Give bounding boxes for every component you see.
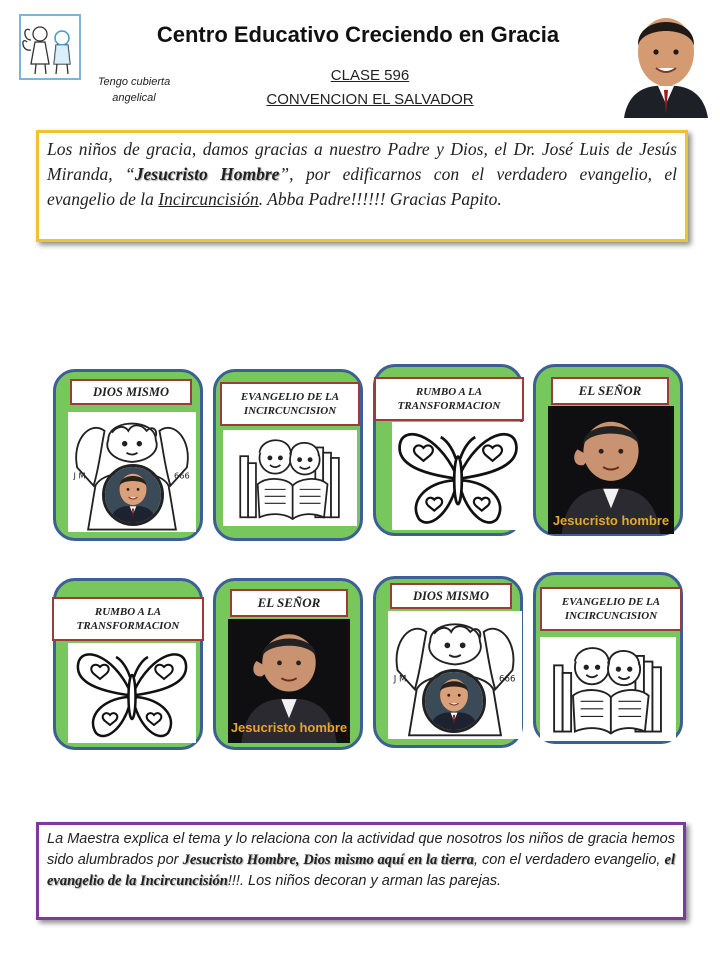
intro-text-part: Los niños de gracia, damos gracias a nuestro Padre y Dios, el Dr. José Luis de Jesús Miranda, “ bbox=[47, 139, 677, 184]
founder-portrait bbox=[622, 8, 710, 118]
intro-message bbox=[47, 137, 677, 212]
kids-reading-image bbox=[540, 637, 676, 741]
card-el-senor-2[interactable] bbox=[213, 578, 363, 750]
card-label: EL SEÑOR bbox=[230, 589, 348, 617]
card-el-senor-1[interactable] bbox=[533, 364, 683, 536]
outro-text-part: !!!. Los niños decoran y arman las parejas. bbox=[227, 873, 502, 889]
card-dios-mismo-1[interactable] bbox=[53, 369, 203, 541]
intro-highlight: Jesucristo Hombre bbox=[134, 164, 280, 184]
class-number: CLASE 596 bbox=[330, 67, 410, 84]
kids-reading-image bbox=[223, 430, 357, 526]
jesucristo-hombre-caption: Jesucristo hombre bbox=[552, 513, 670, 528]
intro-text-part: ”, por edificarnos con el verdadero evangelio, el evangelio de la bbox=[47, 164, 678, 209]
card-evangelio-2[interactable] bbox=[533, 572, 683, 744]
card-evangelio-1[interactable] bbox=[213, 369, 363, 541]
convention-name: CONVENCION EL SALVADOR bbox=[266, 91, 474, 108]
card-label: EVANGELIO DE LA INCIRCUNCISION bbox=[540, 587, 682, 631]
outro-message-box bbox=[36, 822, 686, 920]
angel-image bbox=[68, 412, 196, 532]
card-rumbo-2[interactable] bbox=[53, 578, 203, 750]
card-label: RUMBO A LA TRANSFORMACION bbox=[374, 377, 524, 421]
card-dios-mismo-2[interactable] bbox=[373, 576, 523, 748]
butterfly-image bbox=[68, 643, 196, 743]
card-label: DIOS MISMO bbox=[70, 379, 192, 405]
card-label: RUMBO A LA TRANSFORMACION bbox=[52, 597, 204, 641]
intro-text-part: . Abba Padre!!!!!! Gracias Papito. bbox=[258, 189, 502, 209]
founder-medallion bbox=[422, 669, 486, 733]
jesucristo-hombre-image bbox=[228, 619, 350, 743]
page-title: Centro Educativo Creciendo en Gracia bbox=[156, 22, 560, 47]
jesucristo-hombre-caption: Jesucristo hombre bbox=[230, 720, 348, 735]
outro-text-part: La Maestra explica el tema y lo relaciona con la actividad que nosotros los niños de gracia hemos sido alumbrados por bbox=[47, 831, 675, 868]
butterfly-image bbox=[392, 422, 524, 530]
card-label: DIOS MISMO bbox=[390, 583, 512, 609]
card-label: EL SEÑOR bbox=[551, 377, 669, 405]
outro-text-part: , con el verdadero evangelio, bbox=[473, 852, 665, 868]
founder-medallion bbox=[102, 464, 164, 526]
outro-highlight: Jesucristo Hombre, Dios mismo aquí en la tierra bbox=[182, 852, 474, 868]
angel-image bbox=[388, 611, 522, 739]
card-label: EVANGELIO DE LA INCIRCUNCISION bbox=[220, 382, 360, 426]
intro-underlined: Incircuncisión bbox=[158, 189, 259, 209]
outro-message bbox=[47, 829, 675, 892]
school-logo bbox=[19, 14, 81, 80]
jesucristo-hombre-image bbox=[548, 406, 674, 534]
card-rumbo-1[interactable] bbox=[373, 364, 523, 536]
intro-message-box bbox=[36, 130, 688, 242]
logo-tagline: Tengo cubierta angelical bbox=[97, 76, 171, 104]
outro-highlight: el evangelio de la Incircuncisión bbox=[47, 852, 675, 889]
